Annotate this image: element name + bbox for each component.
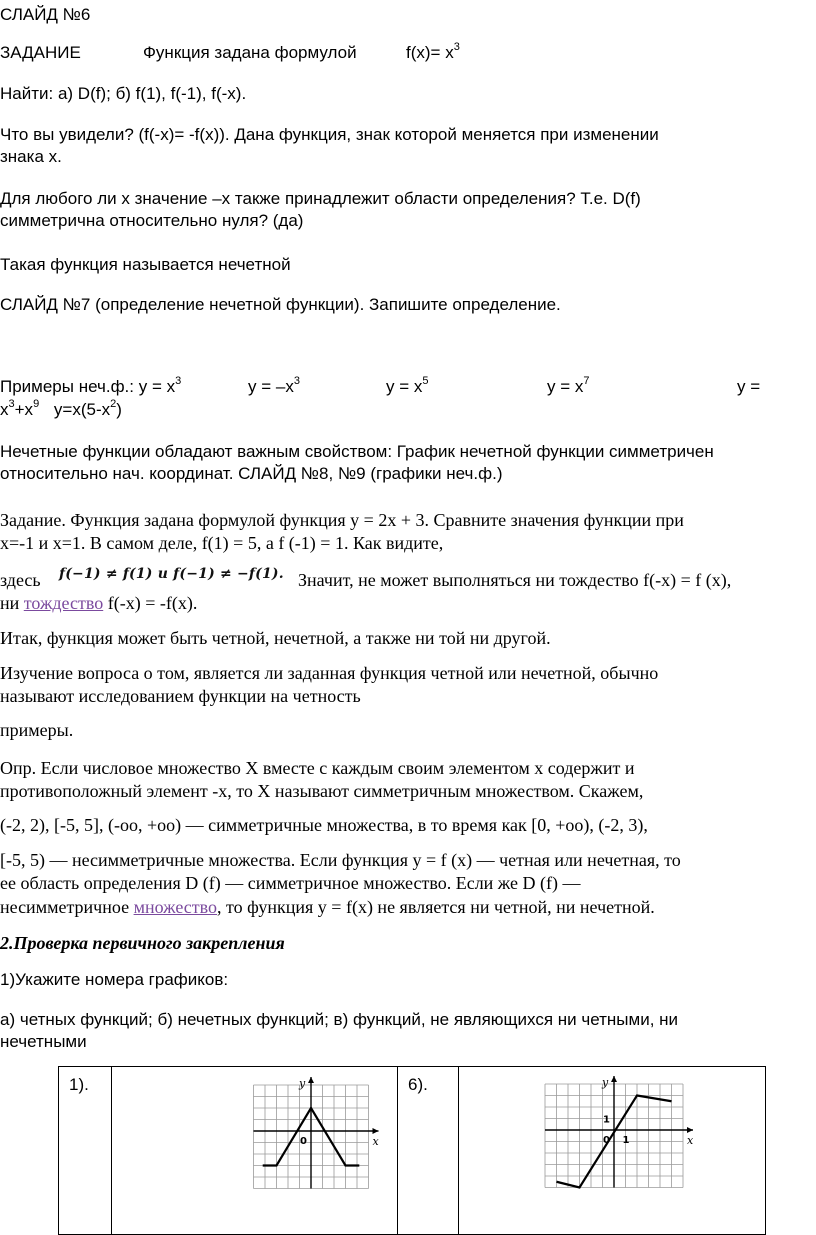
q1-text-line-2: нечетными (0, 1032, 87, 1051)
slide-6-title: СЛАЙД №6 (0, 5, 91, 24)
task-label: ЗАДАНИЕ (0, 43, 81, 62)
definition-line-2: противоположный элемент -x, то X называют симметричным множеством. Скажем, (0, 781, 644, 801)
task2-line-2: x=-1 и x=1. В самом деле, f(1) = 5, а f (-1) = 1. Как видите, (0, 533, 444, 553)
here-rest: Значит, не может выполняться ни тождество f(-x) = f (x), (298, 570, 732, 590)
x-axis-label: x (372, 1135, 379, 1148)
examples-2-line: примеры. (0, 720, 74, 740)
q1-text-line-1: а) четных функций; б) нечетных функций; в) функций, не являющихся ни четными, ни (0, 1010, 679, 1029)
here-line-2: ни тождество f(-x) = -f(x). (0, 593, 198, 613)
x-axis-arrow-icon (687, 1127, 693, 1133)
property-line-1: Нечетные функции обладают важным свойством: График нечетной функции симметричен (0, 442, 714, 461)
called-line: Такая функция называется нечетной (0, 255, 291, 274)
task-text: Функция задана формулой (143, 43, 357, 62)
graph-6-label: 6). (408, 1075, 428, 1094)
study-line-2: называют исследованием функции на четность (0, 686, 361, 706)
graphs-table (58, 1066, 766, 1235)
definition-line-3: (-2, 2), [-5, 5], (-оо, +оо) — симметричные множества, в то время как [0, +оо), (-2, 3), (0, 815, 648, 835)
y-axis-arrow-icon (611, 1076, 617, 1082)
q1-line: 1)Укажите номера графиков: (0, 970, 229, 989)
x-axis-arrow-icon (373, 1128, 379, 1134)
origin-label: 0 (603, 1135, 610, 1146)
origin-label: 0 (300, 1136, 307, 1147)
graph-1-plot (112, 1067, 397, 1229)
here-word: здесь (0, 570, 41, 590)
study-line-1: Изучение вопроса о том, является ли заданная функция четной или нечетной, обычно (0, 663, 659, 683)
task2-line-1: Задание. Функция задана формулой функция y = 2x + 3. Сравните значения функции при (0, 510, 684, 530)
example-6: $y=x(5-x^2)$ (53, 398, 122, 419)
graph-1-label: 1). (69, 1075, 89, 1094)
definition-line-4: [-5, 5) — несимметричные множества. Если функция y = f (x) — четная или нечетная, то (0, 850, 681, 870)
y-axis-arrow-icon (308, 1077, 314, 1083)
inequality-formula-image: f(−1) ≠ f(1) и f(−1) ≠ −f(1). (59, 566, 284, 582)
section-heading-2: 2.Проверка первичного закрепления (0, 933, 285, 953)
definition-line-1: Опр. Если числовое множество X вместе с каждым своим элементом x содержит и (0, 758, 635, 778)
x-one-label: 1 (622, 1135, 630, 1146)
saw-line-2: знака x. (0, 147, 62, 166)
y-axis-label: y (602, 1076, 609, 1089)
find-line: Найти: а) D(f); б) f(1), f(-1), f(-x). (0, 84, 247, 103)
example-4: $y = x^7$ (547, 375, 590, 396)
examples-line-2 (0, 399, 122, 421)
task-line (0, 41, 460, 64)
question-line-2: симметрична относительно нуля? (да) (0, 211, 304, 230)
definition-line-6: несимметричное множество, то функция y = f(x) не является ни четной, ни нечетной. (0, 897, 655, 917)
saw-line-1: Что вы увидели? (f(-x)= -f(x)). Дана функция, знак которой меняется при изменении (0, 125, 659, 144)
so-line: Итак, функция может быть четной, нечетной, а также ни той ни другой. (0, 628, 551, 648)
graph-6-plot (459, 1067, 765, 1229)
graph-6-cell (459, 1067, 766, 1235)
example-5-start: y = (737, 377, 761, 396)
property-line-2: относительно нач. координат. СЛАЙД №8, №9 (графики неч.ф.) (0, 464, 503, 483)
question-line-1: Для любого ли x значение –x также принадлежит области определения? Т.е. D(f) (0, 189, 641, 208)
graph-1-label-cell (59, 1067, 112, 1235)
y-axis-label: y (299, 1077, 306, 1090)
example-3: $y = x^5$ (386, 375, 429, 396)
set-link[interactable]: множество (133, 897, 218, 917)
examples-line-1 (0, 376, 816, 398)
example-1: Примеры неч.ф.: $y = x^3$ (0, 375, 182, 396)
graph-1-cell (112, 1067, 398, 1235)
x-axis-label: x (687, 1134, 694, 1147)
identity-link[interactable]: тождество (23, 593, 104, 613)
example-5-end: $x^3+x^9$ (0, 398, 40, 419)
definition-line-5: ее область определения D (f) — симметричное множество. Если же D (f) — (0, 873, 581, 893)
task-formula: $f(x)= x^3$ (406, 41, 460, 62)
graph-6-label-cell (398, 1067, 459, 1235)
slide-7-line: СЛАЙД №7 (определение нечетной функции). Запишите определение. (0, 295, 561, 314)
y-one-label: 1 (603, 1114, 610, 1126)
example-2: $y = -x^3$ (248, 375, 300, 396)
